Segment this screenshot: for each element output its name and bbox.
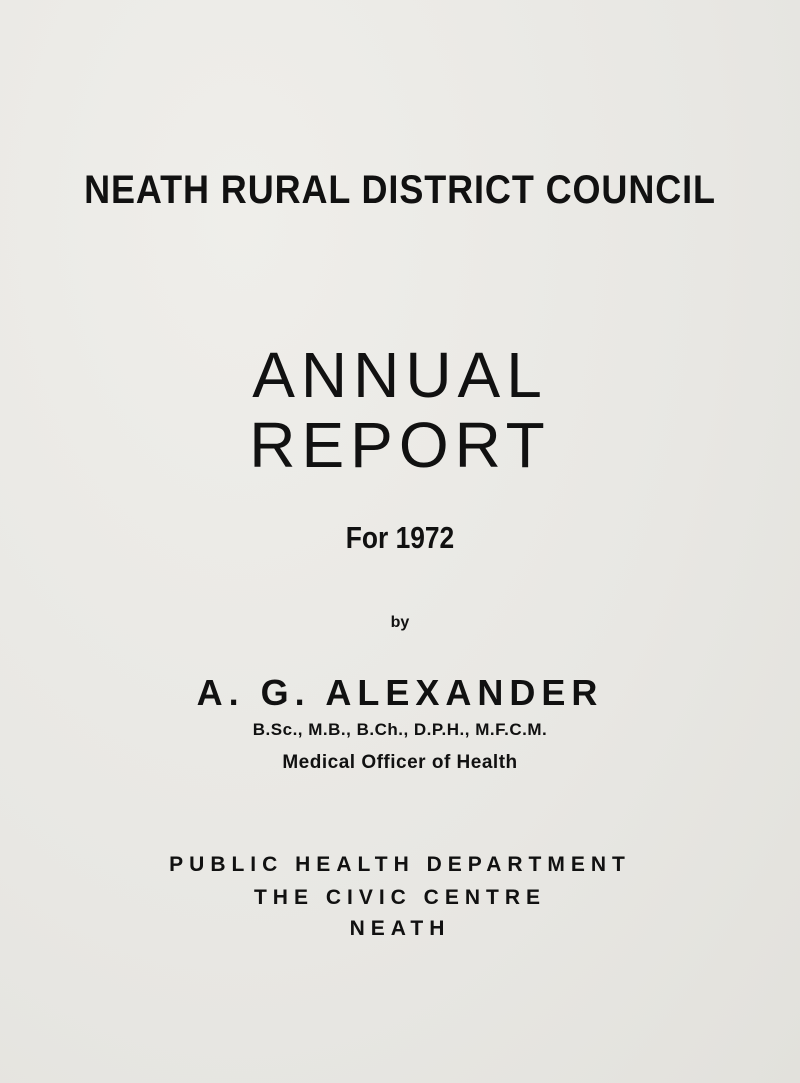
- title-report: REPORT: [249, 409, 551, 481]
- council-heading: NEATH RURAL DISTRICT COUNCIL: [84, 168, 716, 212]
- by-label: by: [390, 614, 410, 631]
- author-degrees: B.Sc., M.B., B.Ch., D.P.H., M.F.C.M.: [252, 720, 548, 739]
- address-line-2: NEATH: [349, 917, 451, 940]
- author-name: A. G. ALEXANDER: [196, 672, 604, 713]
- department-name: PUBLIC HEALTH DEPARTMENT: [169, 853, 631, 876]
- title-annual: ANNUAL: [252, 339, 548, 411]
- author-position: Medical Officer of Health: [282, 752, 518, 773]
- address-line-1: THE CIVIC CENTRE: [253, 886, 546, 909]
- report-year: For 1972: [345, 520, 455, 555]
